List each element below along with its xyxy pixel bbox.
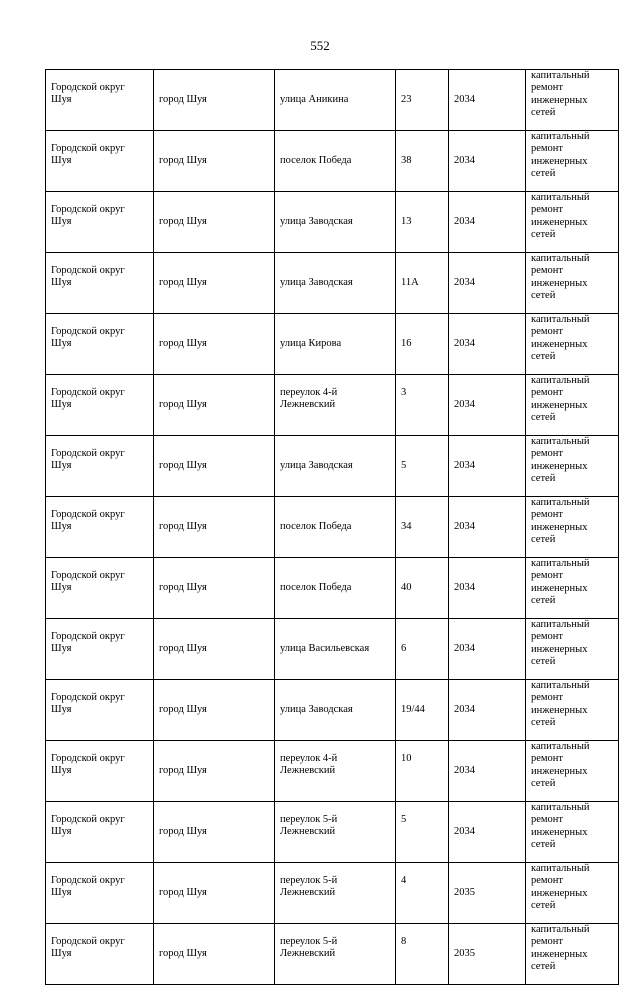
street-cell	[275, 131, 396, 192]
work-type-cell-line: ремонт	[531, 82, 564, 94]
settlement-cell: город Шуя	[154, 497, 275, 558]
year-cell: 2034	[449, 192, 526, 253]
street-cell-line: переулок 5-й	[280, 936, 338, 947]
work-type-cell-line: сетей	[531, 167, 556, 179]
year-cell: 2034	[449, 314, 526, 375]
work-type-cell-line: ремонт	[531, 936, 564, 948]
district-cell-line: Шуя	[51, 582, 72, 593]
street-cell-line: переулок 5-й	[280, 814, 338, 825]
street-cell-line: улица Заводская	[280, 460, 353, 471]
work-type-cell-line: инженерных	[531, 826, 588, 838]
table-body	[46, 70, 619, 985]
table-row	[46, 802, 619, 863]
house-number-cell: 13	[396, 192, 449, 253]
district-cell-line: Шуя	[51, 460, 72, 471]
house-number-cell: 40	[396, 558, 449, 619]
work-type-cell-line: ремонт	[531, 387, 564, 399]
settlement-cell: город Шуя	[154, 619, 275, 680]
work-type-cell-line: сетей	[531, 838, 556, 850]
settlement-cell: город Шуя	[154, 375, 275, 436]
work-type-cell-line: инженерных	[531, 704, 588, 716]
year-cell: 2034	[449, 619, 526, 680]
work-type-cell	[526, 619, 619, 680]
work-type-cell-line: сетей	[531, 533, 556, 545]
work-type-cell-line: ремонт	[531, 570, 564, 582]
work-type-cell-line: ремонт	[531, 875, 564, 887]
settlement-cell: город Шуя	[154, 253, 275, 314]
work-type-cell-line: сетей	[531, 655, 556, 667]
district-cell-line: Шуя	[51, 704, 72, 715]
work-type-cell-line: капитальный	[531, 70, 590, 81]
settlement-cell: город Шуя	[154, 314, 275, 375]
district-cell	[46, 253, 154, 314]
district-cell	[46, 619, 154, 680]
district-cell-line: Городской округ	[51, 143, 125, 154]
work-type-cell-line: капитальный	[531, 802, 590, 813]
settlement-cell: город Шуя	[154, 131, 275, 192]
work-type-cell	[526, 131, 619, 192]
district-cell-line: Шуя	[51, 887, 72, 898]
settlement-cell: город Шуя	[154, 70, 275, 131]
work-type-cell-line: сетей	[531, 289, 556, 301]
work-type-cell-line: инженерных	[531, 399, 588, 411]
district-cell	[46, 375, 154, 436]
work-type-cell	[526, 741, 619, 802]
work-type-cell	[526, 314, 619, 375]
year-cell: 2034	[449, 497, 526, 558]
street-cell	[275, 680, 396, 741]
work-type-cell-line: сетей	[531, 594, 556, 606]
work-type-cell-line: инженерных	[531, 643, 588, 655]
settlement-cell: город Шуя	[154, 802, 275, 863]
district-cell	[46, 680, 154, 741]
district-cell-line: Городской округ	[51, 814, 125, 825]
district-cell-line: Шуя	[51, 94, 72, 105]
table-row	[46, 314, 619, 375]
house-number-cell: 4	[396, 863, 449, 924]
district-cell	[46, 802, 154, 863]
year-cell: 2035	[449, 863, 526, 924]
street-cell	[275, 863, 396, 924]
work-type-cell	[526, 924, 619, 985]
table-row	[46, 619, 619, 680]
table-row	[46, 863, 619, 924]
work-type-cell	[526, 192, 619, 253]
street-cell	[275, 497, 396, 558]
year-cell: 2034	[449, 375, 526, 436]
settlement-cell: город Шуя	[154, 863, 275, 924]
work-type-cell-line: капитальный	[531, 375, 590, 386]
street-cell-line: Лежневский	[280, 765, 336, 776]
district-cell-line: Шуя	[51, 643, 72, 654]
work-type-cell-line: ремонт	[531, 509, 564, 521]
street-cell-line: улица Аникина	[280, 94, 349, 105]
work-type-cell-line: капитальный	[531, 497, 590, 508]
district-cell	[46, 558, 154, 619]
street-cell-line: улица Заводская	[280, 704, 353, 715]
district-cell-line: Городской округ	[51, 875, 125, 886]
work-type-cell	[526, 253, 619, 314]
table-row	[46, 131, 619, 192]
district-cell-line: Городской округ	[51, 936, 125, 947]
district-cell-line: Шуя	[51, 948, 72, 959]
street-cell-line: Лежневский	[280, 887, 336, 898]
street-cell-line: улица Заводская	[280, 277, 353, 288]
year-cell: 2034	[449, 680, 526, 741]
house-number-cell: 5	[396, 436, 449, 497]
district-cell	[46, 741, 154, 802]
house-number-cell: 10	[396, 741, 449, 802]
table-row	[46, 924, 619, 985]
district-cell-line: Городской округ	[51, 204, 125, 215]
street-cell	[275, 192, 396, 253]
work-type-cell	[526, 70, 619, 131]
house-number-cell: 5	[396, 802, 449, 863]
street-cell	[275, 619, 396, 680]
work-type-cell-line: ремонт	[531, 448, 564, 460]
work-type-cell-line: сетей	[531, 716, 556, 728]
district-cell-line: Шуя	[51, 338, 72, 349]
district-cell-line: Городской округ	[51, 326, 125, 337]
work-type-cell-line: капитальный	[531, 558, 590, 569]
settlement-cell: город Шуя	[154, 680, 275, 741]
district-cell-line: Шуя	[51, 155, 72, 166]
district-cell-line: Городской округ	[51, 265, 125, 276]
street-cell-line: поселок Победа	[280, 582, 352, 593]
street-cell	[275, 314, 396, 375]
work-type-cell-line: инженерных	[531, 765, 588, 777]
work-type-cell-line: инженерных	[531, 277, 588, 289]
work-type-cell-line: сетей	[531, 960, 556, 972]
district-cell-line: Шуя	[51, 216, 72, 227]
work-type-cell-line: инженерных	[531, 338, 588, 350]
house-number-cell: 19/44	[396, 680, 449, 741]
work-type-cell-line: капитальный	[531, 619, 590, 630]
work-type-cell-line: инженерных	[531, 216, 588, 228]
house-number-cell: 34	[396, 497, 449, 558]
work-type-cell-line: сетей	[531, 472, 556, 484]
table-row	[46, 680, 619, 741]
work-type-cell-line: сетей	[531, 228, 556, 240]
street-cell-line: переулок 4-й	[280, 387, 338, 398]
work-type-cell-line: сетей	[531, 899, 556, 911]
register-table	[45, 69, 619, 985]
table-row	[46, 558, 619, 619]
table-row	[46, 741, 619, 802]
work-type-cell-line: ремонт	[531, 814, 564, 826]
house-number-cell: 23	[396, 70, 449, 131]
settlement-cell: город Шуя	[154, 436, 275, 497]
street-cell	[275, 70, 396, 131]
work-type-cell-line: ремонт	[531, 204, 564, 216]
work-type-cell-line: инженерных	[531, 948, 588, 960]
year-cell: 2035	[449, 924, 526, 985]
table-row	[46, 436, 619, 497]
street-cell-line: переулок 5-й	[280, 875, 338, 886]
settlement-cell: город Шуя	[154, 558, 275, 619]
house-number-cell: 16	[396, 314, 449, 375]
work-type-cell-line: капитальный	[531, 924, 590, 935]
work-type-cell	[526, 436, 619, 497]
house-number-cell: 11А	[396, 253, 449, 314]
work-type-cell-line: капитальный	[531, 192, 590, 203]
year-cell: 2034	[449, 70, 526, 131]
work-type-cell	[526, 558, 619, 619]
district-cell	[46, 924, 154, 985]
work-type-cell-line: сетей	[531, 777, 556, 789]
work-type-cell-line: ремонт	[531, 326, 564, 338]
work-type-cell-line: ремонт	[531, 631, 564, 643]
street-cell-line: поселок Победа	[280, 521, 352, 532]
district-cell	[46, 131, 154, 192]
district-cell-line: Шуя	[51, 521, 72, 532]
work-type-cell-line: капитальный	[531, 253, 590, 264]
year-cell: 2034	[449, 741, 526, 802]
street-cell-line: улица Васильевская	[280, 643, 370, 654]
work-type-cell-line: капитальный	[531, 436, 590, 447]
work-type-cell	[526, 863, 619, 924]
settlement-cell: город Шуя	[154, 924, 275, 985]
table-row	[46, 497, 619, 558]
work-type-cell-line: инженерных	[531, 887, 588, 899]
street-cell-line: поселок Победа	[280, 155, 352, 166]
district-cell-line: Городской округ	[51, 82, 125, 93]
district-cell-line: Городской округ	[51, 631, 125, 642]
work-type-cell-line: сетей	[531, 106, 556, 118]
district-cell-line: Городской округ	[51, 692, 125, 703]
work-type-cell-line: инженерных	[531, 94, 588, 106]
work-type-cell-line: капитальный	[531, 314, 590, 325]
table-row	[46, 192, 619, 253]
street-cell	[275, 375, 396, 436]
street-cell-line: Лежневский	[280, 826, 336, 837]
house-number-cell: 38	[396, 131, 449, 192]
district-cell	[46, 314, 154, 375]
district-cell	[46, 863, 154, 924]
district-cell-line: Шуя	[51, 765, 72, 776]
work-type-cell-line: ремонт	[531, 143, 564, 155]
work-type-cell-line: ремонт	[531, 692, 564, 704]
house-number-cell: 6	[396, 619, 449, 680]
district-cell-line: Городской округ	[51, 753, 125, 764]
table-row	[46, 70, 619, 131]
house-number-cell: 8	[396, 924, 449, 985]
street-cell-line: Лежневский	[280, 948, 336, 959]
street-cell	[275, 802, 396, 863]
street-cell-line: переулок 4-й	[280, 753, 338, 764]
work-type-cell-line: инженерных	[531, 460, 588, 472]
year-cell: 2034	[449, 802, 526, 863]
district-cell	[46, 497, 154, 558]
street-cell	[275, 558, 396, 619]
work-type-cell-line: капитальный	[531, 680, 590, 691]
settlement-cell: город Шуя	[154, 192, 275, 253]
work-type-cell-line: ремонт	[531, 753, 564, 765]
page-number: 552	[310, 38, 330, 53]
street-cell	[275, 924, 396, 985]
street-cell-line: улица Кирова	[280, 338, 342, 349]
street-cell-line: улица Заводская	[280, 216, 353, 227]
district-cell	[46, 436, 154, 497]
work-type-cell-line: капитальный	[531, 741, 590, 752]
year-cell: 2034	[449, 436, 526, 497]
table-row	[46, 253, 619, 314]
work-type-cell-line: сетей	[531, 411, 556, 423]
district-cell-line: Шуя	[51, 277, 72, 288]
street-cell	[275, 436, 396, 497]
street-cell	[275, 253, 396, 314]
work-type-cell-line: инженерных	[531, 521, 588, 533]
work-type-cell-line: сетей	[531, 350, 556, 362]
settlement-cell: город Шуя	[154, 741, 275, 802]
work-type-cell	[526, 680, 619, 741]
street-cell-line: Лежневский	[280, 399, 336, 410]
district-cell-line: Шуя	[51, 399, 72, 410]
district-cell-line: Городской округ	[51, 570, 125, 581]
district-cell-line: Городской округ	[51, 387, 125, 398]
table-row	[46, 375, 619, 436]
work-type-cell	[526, 375, 619, 436]
street-cell	[275, 741, 396, 802]
work-type-cell-line: инженерных	[531, 582, 588, 594]
district-cell-line: Городской округ	[51, 448, 125, 459]
district-cell	[46, 192, 154, 253]
year-cell: 2034	[449, 253, 526, 314]
work-type-cell-line: капитальный	[531, 863, 590, 874]
work-type-cell	[526, 802, 619, 863]
work-type-cell-line: инженерных	[531, 155, 588, 167]
year-cell: 2034	[449, 131, 526, 192]
work-type-cell-line: ремонт	[531, 265, 564, 277]
work-type-cell	[526, 497, 619, 558]
district-cell-line: Городской округ	[51, 509, 125, 520]
district-cell-line: Шуя	[51, 826, 72, 837]
work-type-cell-line: капитальный	[531, 131, 590, 142]
district-cell	[46, 70, 154, 131]
house-number-cell: 3	[396, 375, 449, 436]
year-cell: 2034	[449, 558, 526, 619]
